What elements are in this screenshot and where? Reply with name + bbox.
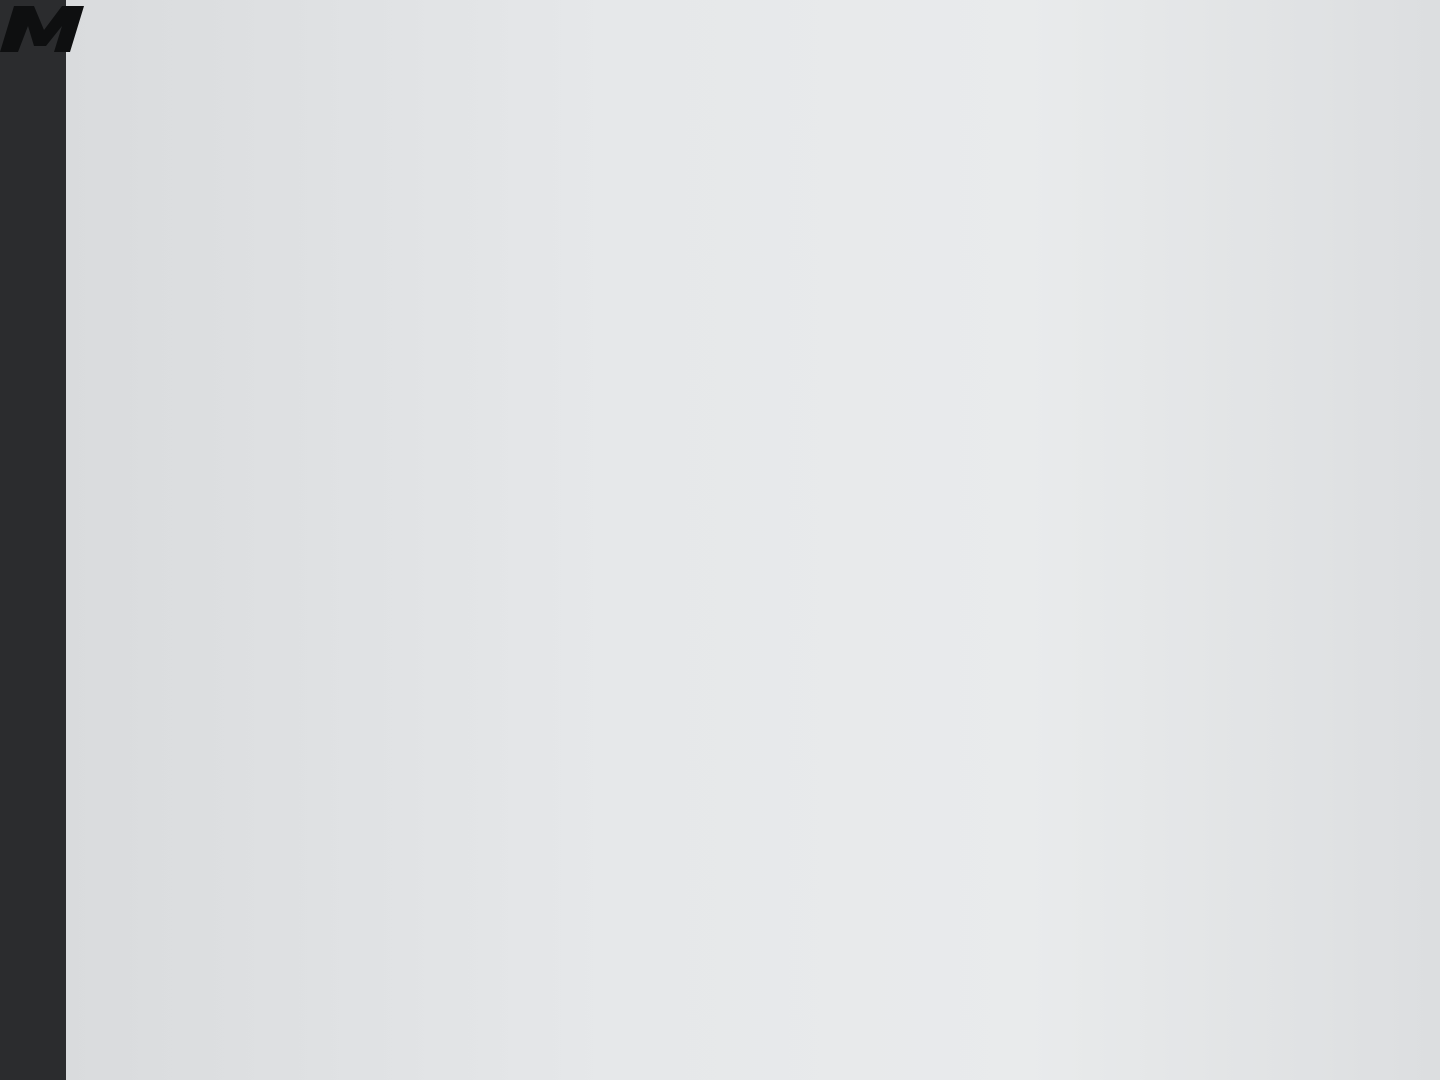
myyjakumppani-logo-icon: [0, 0, 92, 56]
document-page: [66, 0, 1440, 1080]
